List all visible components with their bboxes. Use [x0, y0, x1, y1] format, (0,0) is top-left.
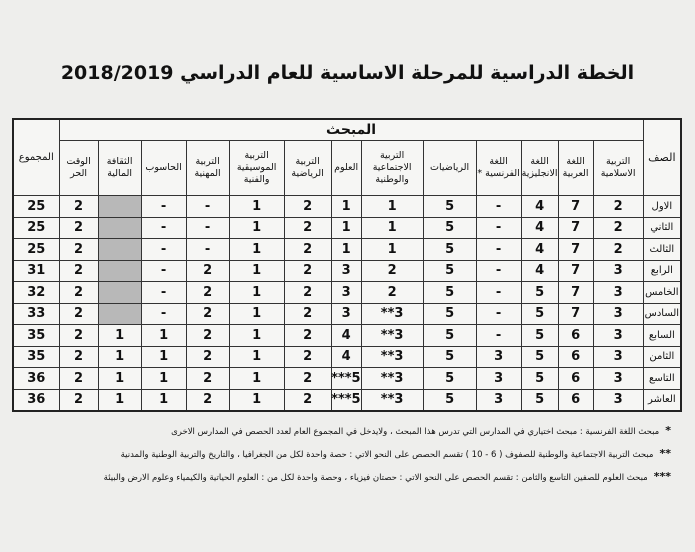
hours-cell: 1: [229, 368, 284, 390]
hours-cell: 5: [423, 303, 476, 325]
hours-cell: 2: [186, 303, 229, 325]
hours-cell: 1: [229, 260, 284, 282]
subject-header: التربية الاسلامية: [593, 141, 643, 196]
table-row: [13, 239, 681, 261]
subject-header: التربية الرياضية: [284, 141, 331, 196]
study-plan-table: [12, 118, 682, 412]
hours-cell: 1: [98, 368, 141, 390]
table-row: [13, 346, 681, 368]
hours-cell: 6: [558, 389, 593, 411]
hours-cell: 1: [98, 325, 141, 347]
empty-shaded-cell: [98, 260, 141, 282]
hours-cell: -: [186, 239, 229, 261]
hours-cell: 1: [141, 389, 186, 411]
total-header: المجموع: [13, 119, 59, 196]
hours-cell: 3: [593, 389, 643, 411]
hours-cell: 5: [521, 346, 558, 368]
hours-cell: 1: [361, 217, 423, 239]
hours-cell: 4: [331, 346, 361, 368]
grade-cell: العاشر: [643, 389, 681, 411]
hours-cell: 3: [593, 325, 643, 347]
empty-shaded-cell: [98, 282, 141, 304]
subject-header-row: [13, 141, 681, 196]
hours-cell: 5: [423, 260, 476, 282]
hours-cell: 2: [186, 389, 229, 411]
hours-cell: 1: [98, 389, 141, 411]
hours-cell: 1: [229, 282, 284, 304]
hours-cell: 5: [423, 389, 476, 411]
hours-cell: -: [186, 217, 229, 239]
hours-cell: 3: [476, 346, 521, 368]
hours-cell: 5: [423, 239, 476, 261]
subject-header: الحاسوب: [141, 141, 186, 196]
subject-header: الثقافة المالية: [98, 141, 141, 196]
subject-header: التربية الموسيقية والفنية: [229, 141, 284, 196]
hours-cell: -: [141, 217, 186, 239]
grade-cell: الخامس: [643, 282, 681, 304]
hours-cell: 3: [593, 346, 643, 368]
total-cell: 33: [13, 303, 59, 325]
hours-cell: 2: [593, 196, 643, 218]
hours-cell: 6: [558, 346, 593, 368]
hours-cell: 1: [331, 239, 361, 261]
hours-cell: 1: [229, 389, 284, 411]
hours-cell: 3: [331, 282, 361, 304]
hours-cell: 2: [593, 217, 643, 239]
hours-cell: 2: [186, 260, 229, 282]
hours-cell: 2: [59, 239, 98, 261]
footnote-text: مبحث اللغة الفرنسية : مبحث اختياري في المدارس التي تدرس هذا المبحث ، ولايدخل في المجموع العام لعدد الحصص في المدارس الاخرى: [171, 427, 660, 437]
grade-header: الصف: [643, 119, 681, 196]
hours-cell: 7: [558, 260, 593, 282]
hours-cell: 2: [284, 325, 331, 347]
footnote-mark: ***: [653, 470, 671, 483]
hours-cell: 3**: [361, 368, 423, 390]
hours-cell: 1: [331, 196, 361, 218]
total-cell: 25: [13, 217, 59, 239]
hours-cell: 2: [284, 239, 331, 261]
table-row: [13, 325, 681, 347]
hours-cell: 7: [558, 239, 593, 261]
hours-cell: 2: [186, 346, 229, 368]
hours-cell: -: [476, 196, 521, 218]
footnote: [31, 443, 671, 466]
hours-cell: 7: [558, 217, 593, 239]
hours-cell: 3: [331, 303, 361, 325]
empty-shaded-cell: [98, 196, 141, 218]
hours-cell: -: [476, 325, 521, 347]
total-cell: 25: [13, 196, 59, 218]
hours-cell: 2: [59, 260, 98, 282]
hours-cell: 3**: [361, 325, 423, 347]
hours-cell: 5: [423, 346, 476, 368]
grade-cell: الاول: [643, 196, 681, 218]
hours-cell: -: [141, 303, 186, 325]
hours-cell: 5***: [331, 368, 361, 390]
empty-shaded-cell: [98, 303, 141, 325]
hours-cell: 3: [593, 282, 643, 304]
hours-cell: 5***: [331, 389, 361, 411]
hours-cell: -: [476, 303, 521, 325]
hours-cell: 2: [361, 260, 423, 282]
hours-cell: 5: [521, 282, 558, 304]
grade-cell: السادس: [643, 303, 681, 325]
grade-cell: الثالث: [643, 239, 681, 261]
footnote-text: مبحث التربية الاجتماعية والوطنية للصفوف ( 6 - 10 ) تقسم الحصص على النحو الاتي : حصة واحدة لكل من الجغرافيا ، والتاريخ والتربية الوطنية والمدنية: [120, 450, 654, 460]
hours-cell: 3**: [361, 303, 423, 325]
hours-cell: 2: [284, 389, 331, 411]
hours-cell: -: [141, 196, 186, 218]
table-body: [13, 196, 681, 412]
hours-cell: 2: [59, 325, 98, 347]
table-row: [13, 368, 681, 390]
table-row: [13, 260, 681, 282]
footnote: [31, 466, 671, 489]
hours-cell: 1: [229, 239, 284, 261]
hours-cell: 3: [593, 303, 643, 325]
hours-cell: 5: [423, 217, 476, 239]
hours-cell: 5: [423, 196, 476, 218]
footnote-mark: **: [659, 447, 671, 460]
table-row: [13, 196, 681, 218]
hours-cell: -: [141, 239, 186, 261]
hours-cell: 4: [521, 196, 558, 218]
hours-cell: 1: [229, 346, 284, 368]
hours-cell: 1: [331, 217, 361, 239]
subject-group-header: المبحث: [59, 119, 643, 141]
hours-cell: 2: [59, 217, 98, 239]
total-cell: 35: [13, 325, 59, 347]
hours-cell: -: [476, 239, 521, 261]
hours-cell: -: [476, 260, 521, 282]
hours-cell: 5: [521, 325, 558, 347]
hours-cell: 2: [59, 346, 98, 368]
hours-cell: 2: [284, 303, 331, 325]
hours-cell: 1: [361, 239, 423, 261]
total-cell: 36: [13, 368, 59, 390]
hours-cell: 2: [186, 325, 229, 347]
hours-cell: 3: [476, 368, 521, 390]
hours-cell: -: [141, 260, 186, 282]
hours-cell: 1: [229, 196, 284, 218]
subject-header: اللغة الفرنسية *: [476, 141, 521, 196]
table-row: [13, 282, 681, 304]
hours-cell: 5: [521, 368, 558, 390]
total-cell: 31: [13, 260, 59, 282]
hours-cell: 1: [141, 368, 186, 390]
hours-cell: 2: [59, 389, 98, 411]
subject-header: اللغة الانجليزية: [521, 141, 558, 196]
grade-cell: الثامن: [643, 346, 681, 368]
hours-cell: 7: [558, 303, 593, 325]
grade-cell: الثاني: [643, 217, 681, 239]
hours-cell: 2: [59, 303, 98, 325]
hours-cell: 6: [558, 368, 593, 390]
hours-cell: 7: [558, 282, 593, 304]
hours-cell: 1: [141, 325, 186, 347]
page-title: الخطة الدراسية للمرحلة الاساسية للعام الدراسي 2018/2019: [60, 62, 635, 84]
grade-cell: السابع: [643, 325, 681, 347]
footnote: [31, 420, 671, 443]
hours-cell: 3: [331, 260, 361, 282]
hours-cell: 5: [521, 389, 558, 411]
hours-cell: 2: [59, 196, 98, 218]
hours-cell: 1: [361, 196, 423, 218]
table-row: [13, 389, 681, 411]
hours-cell: 2: [284, 346, 331, 368]
hours-cell: 2: [59, 282, 98, 304]
footnote-text: مبحث العلوم للصفين التاسع والثامن : تقسم الحصص على النحو الاتي : حصتان فيزياء ، وحصة واحدة لكل من : العلوم الحياتية والكيمياء وعلوم الارض والبيئة: [103, 473, 648, 483]
hours-cell: 2: [284, 260, 331, 282]
hours-cell: 4: [521, 260, 558, 282]
hours-cell: 1: [229, 217, 284, 239]
subject-header: العلوم: [331, 141, 361, 196]
hours-cell: 2: [284, 217, 331, 239]
total-cell: 36: [13, 389, 59, 411]
hours-cell: 6: [558, 325, 593, 347]
hours-cell: 7: [558, 196, 593, 218]
hours-cell: 2: [284, 282, 331, 304]
empty-shaded-cell: [98, 217, 141, 239]
total-cell: 32: [13, 282, 59, 304]
empty-shaded-cell: [98, 239, 141, 261]
table-row: [13, 303, 681, 325]
hours-cell: 2: [361, 282, 423, 304]
subject-header: التربية المهنية: [186, 141, 229, 196]
hours-cell: 5: [521, 303, 558, 325]
subject-header: الوقت الحر: [59, 141, 98, 196]
grade-cell: الرابع: [643, 260, 681, 282]
hours-cell: 3: [476, 389, 521, 411]
subject-header: التربية الاجتماعية والوطنية: [361, 141, 423, 196]
grade-cell: التاسع: [643, 368, 681, 390]
hours-cell: 3: [593, 260, 643, 282]
hours-cell: 4: [521, 217, 558, 239]
hours-cell: -: [186, 196, 229, 218]
hours-cell: 2: [593, 239, 643, 261]
hours-cell: 2: [284, 196, 331, 218]
hours-cell: 5: [423, 282, 476, 304]
subject-header: الرياضيات: [423, 141, 476, 196]
hours-cell: 1: [98, 346, 141, 368]
hours-cell: 3**: [361, 346, 423, 368]
hours-cell: -: [141, 282, 186, 304]
hours-cell: 1: [229, 303, 284, 325]
subject-header: اللغة العربية: [558, 141, 593, 196]
hours-cell: 5: [423, 325, 476, 347]
hours-cell: 2: [284, 368, 331, 390]
total-cell: 25: [13, 239, 59, 261]
hours-cell: -: [476, 217, 521, 239]
hours-cell: 4: [521, 239, 558, 261]
hours-cell: 3: [593, 368, 643, 390]
footnotes: [31, 420, 671, 489]
footnote-mark: *: [665, 424, 671, 437]
hours-cell: 5: [423, 368, 476, 390]
hours-cell: 2: [59, 368, 98, 390]
hours-cell: 3**: [361, 389, 423, 411]
hours-cell: 2: [186, 282, 229, 304]
hours-cell: 1: [141, 346, 186, 368]
hours-cell: -: [476, 282, 521, 304]
hours-cell: 2: [186, 368, 229, 390]
table-row: [13, 217, 681, 239]
hours-cell: 4: [331, 325, 361, 347]
hours-cell: 1: [229, 325, 284, 347]
total-cell: 35: [13, 346, 59, 368]
